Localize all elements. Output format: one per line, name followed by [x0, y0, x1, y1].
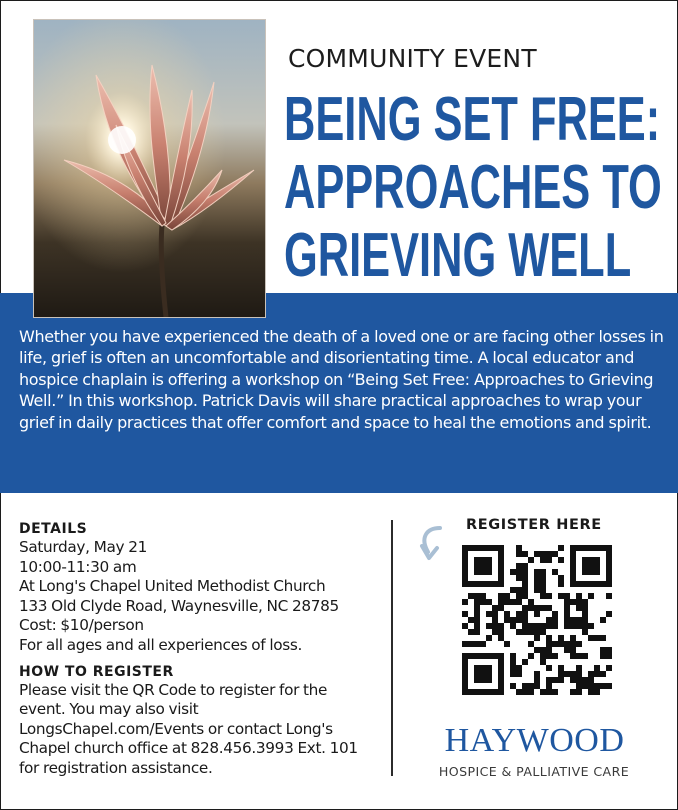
register-instructions-line: Chapel church office at 828.456.3993 Ext. 101 — [19, 739, 358, 758]
details-address: 133 Old Clyde Road, Waynesville, NC 28785 — [19, 596, 339, 615]
intro-paragraph: Whether you have experienced the death of a loved one or are facing other losses in life, grief is often an uncomfortable and disorientating time. A local educator and hospice chaplain is offering a workshop on “Being Set Free: Approaches to Grieving Well.” In this workshop. Patrick Davis will share practical approaches to wrap your grief in daily practices that offer comfort and space to heal the emotions and spirit. — [19, 327, 664, 432]
register-instructions-line: for registration assistance. — [19, 758, 213, 777]
logo-tagline: HOSPICE & PALLIATIVE CARE — [438, 764, 630, 779]
details-cost: Cost: $10/person — [19, 616, 144, 635]
event-title — [284, 85, 662, 290]
column-divider — [391, 520, 393, 776]
details-heading: DETAILS — [19, 521, 88, 537]
details-column — [19, 520, 384, 779]
register-instructions-line: Please visit the QR Code to register for the — [19, 680, 328, 699]
register-instructions-line: LongsChapel.com/Events or contact Long's — [19, 719, 333, 738]
details-venue: At Long's Chapel United Methodist Church — [19, 577, 326, 596]
title-line: APPROACHES TO — [284, 153, 662, 222]
qr-code-icon[interactable] — [462, 545, 612, 699]
title-line: BEING SET FREE: — [284, 85, 661, 154]
details-date: Saturday, May 21 — [19, 538, 148, 556]
title-line: GRIEVING WELL — [284, 221, 632, 290]
how-to-register-heading: HOW TO REGISTER — [19, 663, 174, 680]
curved-arrow-icon — [410, 520, 460, 569]
details-audience: For all ages and all experiences of loss. — [19, 635, 302, 654]
details-time: 10:00-11:30 am — [19, 557, 137, 576]
flower-photo — [33, 19, 266, 318]
register-instructions-line: event. You may also visit — [19, 700, 199, 719]
event-eyebrow: COMMUNITY EVENT — [288, 44, 537, 73]
haywood-logo: HAYWOOD — [444, 722, 625, 759]
register-heading: REGISTER HERE — [466, 517, 602, 533]
